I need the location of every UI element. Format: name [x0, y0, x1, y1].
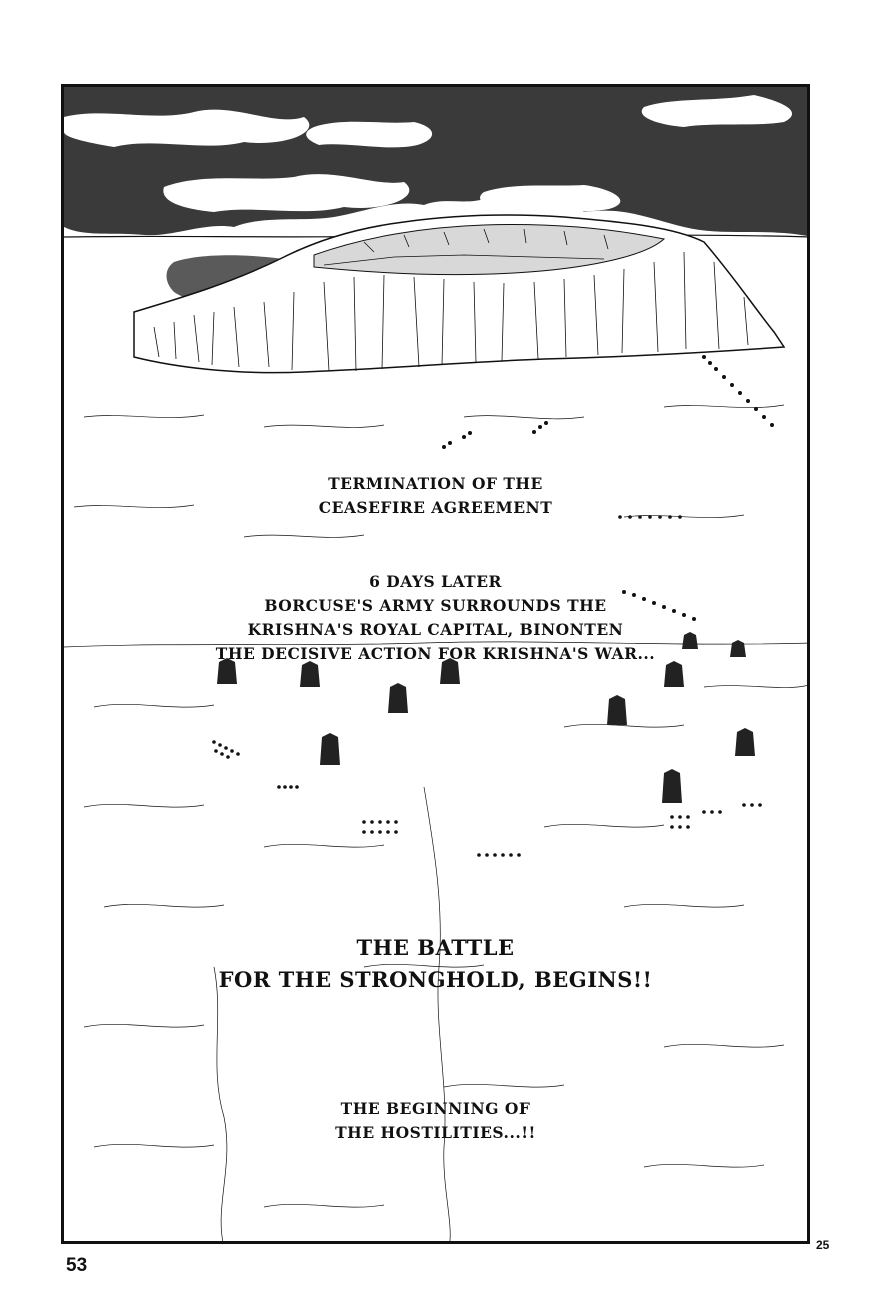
formation-e	[212, 740, 240, 759]
siege-tower	[735, 728, 755, 756]
siege-tower	[662, 769, 682, 803]
caption-line: FOR THE STRONGHOLD, BEGINS!!	[218, 967, 653, 992]
manga-panel	[61, 84, 810, 1244]
page-number: 53	[66, 1255, 88, 1276]
formation-h	[477, 853, 521, 857]
cloud-5	[306, 122, 432, 148]
cloud-3	[480, 185, 620, 212]
caption-line: TERMINATION OF THE	[328, 474, 543, 493]
caption-six-days-later	[64, 570, 807, 666]
caption-line: KRISHNA'S ROYAL CAPITAL, BINONTEN	[247, 620, 624, 639]
formation-g	[670, 803, 762, 829]
caption-line: THE DECISIVE ACTION FOR KRISHNA'S WAR...	[215, 644, 656, 663]
caption-ceasefire	[64, 472, 807, 520]
caption-line: THE BATTLE	[356, 935, 515, 960]
caption-line: CEASEFIRE AGREEMENT	[318, 498, 553, 517]
sheet-number: 25	[816, 1238, 830, 1252]
formation-f	[277, 785, 398, 834]
caption-line: BORCUSE'S ARMY SURROUNDS THE	[264, 596, 607, 615]
caption-line: THE BEGINNING OF	[340, 1099, 531, 1118]
caption-line: 6 DAYS LATER	[369, 572, 502, 591]
caption-hostilities	[64, 1097, 807, 1145]
formation-a	[702, 355, 774, 427]
formation-b	[442, 421, 548, 449]
caption-battle	[64, 932, 807, 996]
caption-line: THE HOSTILITIES...!!	[335, 1123, 536, 1142]
siege-tower	[388, 683, 408, 713]
siege-tower	[320, 733, 340, 765]
siege-tower	[607, 695, 627, 725]
